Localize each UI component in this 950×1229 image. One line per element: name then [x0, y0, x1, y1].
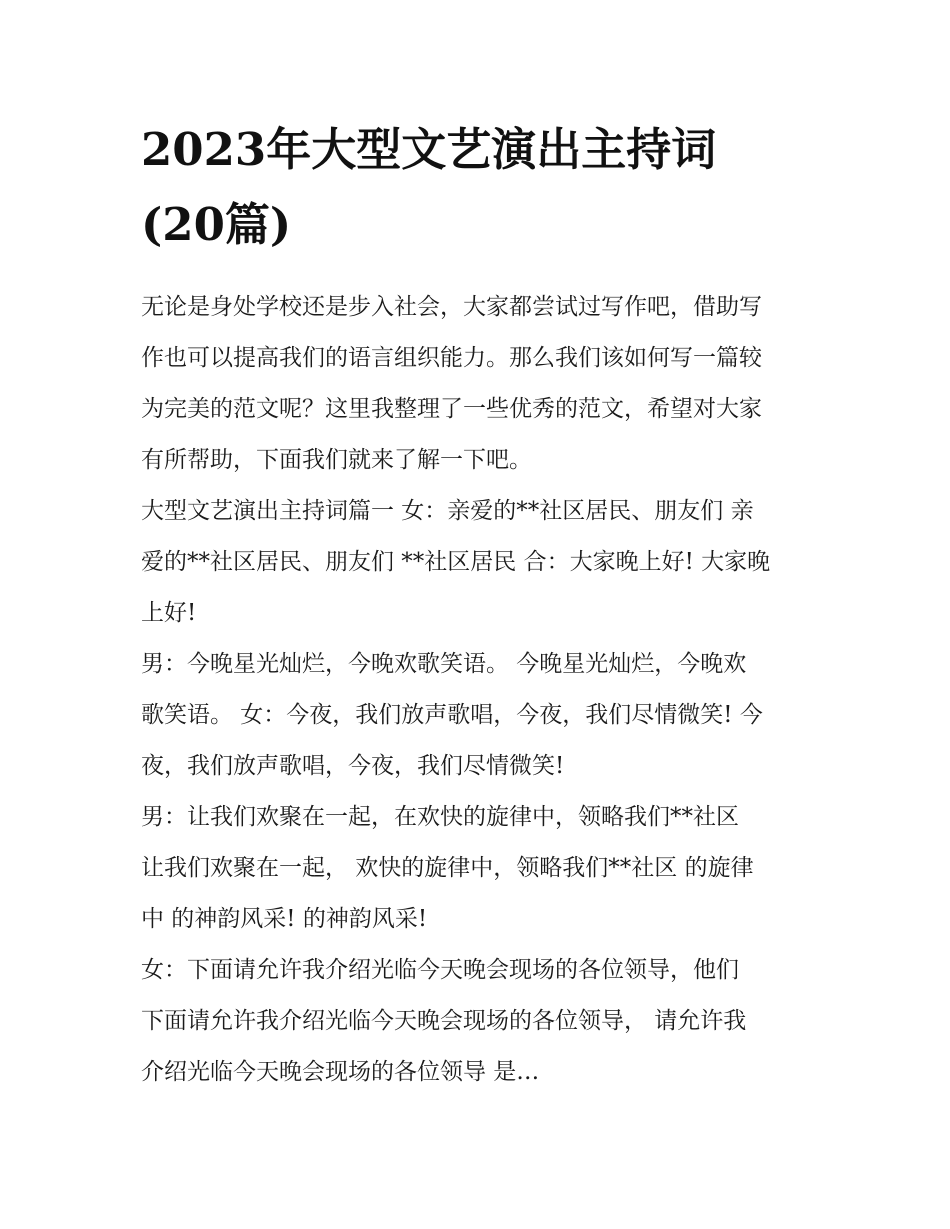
text-line: 歌笑语。 女：今夜，我们放声歌唱，今夜，我们尽情微笑! 今: [141, 702, 763, 728]
script-paragraph: [141, 945, 821, 1098]
text-line: 下面请允许我介绍光临今天晚会现场的各位领导， 请允许我: [141, 1008, 747, 1034]
script-paragraph: [141, 792, 821, 945]
text-line: 男：让我们欢聚在一起，在欢快的旋律中，领略我们**社区: [141, 804, 739, 830]
text-line: 中 的神韵风采! 的神韵风采!: [141, 906, 428, 932]
text-line: 作也可以提高我们的语言组织能力。那么我们该如何写一篇较: [141, 345, 762, 371]
intro-paragraph: [141, 282, 821, 486]
title-line: (20篇): [141, 198, 292, 251]
text-line: 上好!: [141, 600, 197, 626]
text-line: 女：下面请允许我介绍光临今天晚会现场的各位领导，他们: [141, 957, 739, 983]
document-body: [141, 112, 821, 1098]
text-line: 让我们欢聚在一起， 欢快的旋律中，领略我们**社区 的旋律: [141, 855, 754, 881]
text-line: 夜，我们放声歌唱，今夜，我们尽情微笑!: [141, 753, 565, 779]
text-line: 为完美的范文呢？这里我整理了一些优秀的范文，希望对大家: [141, 396, 762, 422]
text-line: 介绍光临今天晚会现场的各位领导 是…: [141, 1059, 540, 1085]
text-line: 有所帮助，下面我们就来了解一下吧。: [141, 447, 532, 473]
text-line: 无论是身处学校还是步入社会，大家都尝试过写作吧，借助写: [141, 294, 762, 320]
title-line: 2023年大型文艺演出主持词: [141, 123, 717, 176]
text-line: 大型文艺演出主持词篇一 女：亲爱的**社区居民、朋友们 亲: [141, 498, 754, 524]
script-paragraph: [141, 639, 821, 792]
document-title: [141, 112, 821, 262]
script-paragraph: [141, 486, 821, 639]
text-line: 男：今晚星光灿烂，今晚欢歌笑语。 今晚星光灿烂，今晚欢: [141, 651, 747, 677]
text-line: 爱的**社区居民、朋友们 **社区居民 合：大家晚上好! 大家晚: [141, 549, 771, 575]
